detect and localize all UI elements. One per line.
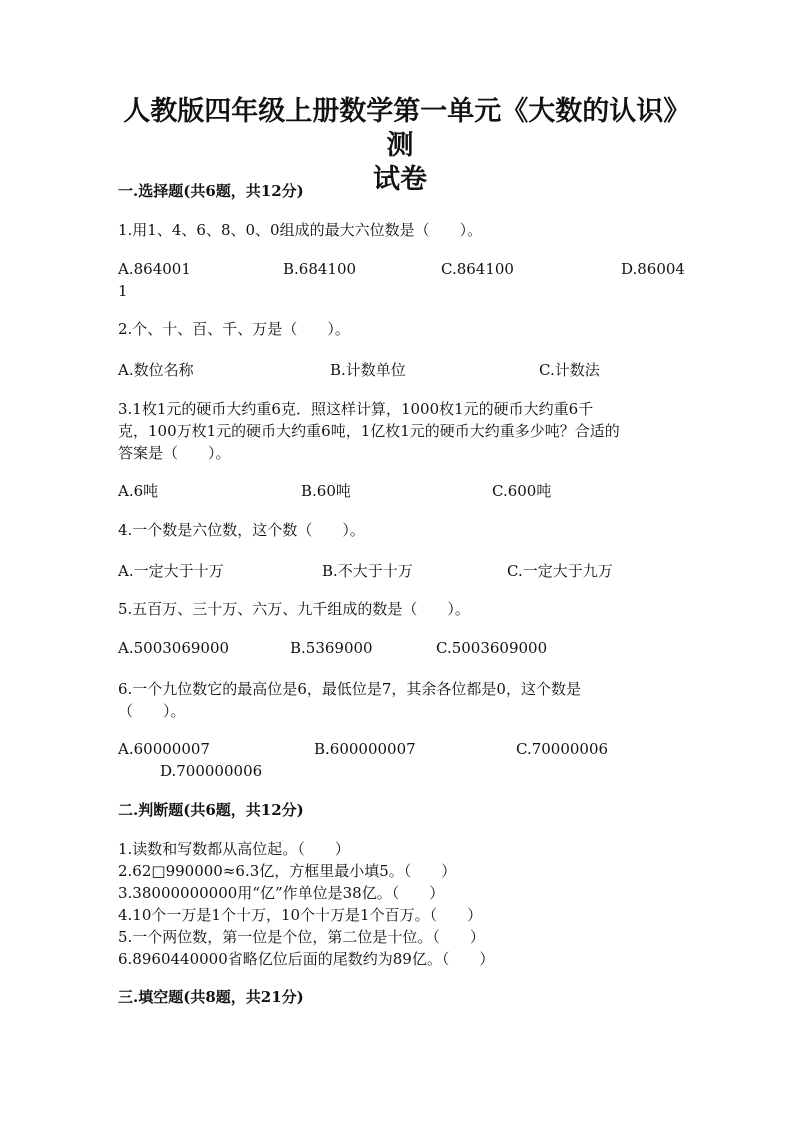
judge-question-6: 6.8960440000省略亿位后面的尾数约为89亿。（ ）: [118, 950, 495, 968]
option-b: B.5369000: [290, 639, 373, 657]
choice-question-5: [118, 598, 688, 620]
choice-question-1: [118, 219, 688, 241]
question-text: 5.五百万、三十万、六万、九千组成的数是（ ）。: [118, 600, 470, 618]
choice-question-2: [118, 318, 688, 340]
option-d: D.86004: [621, 260, 685, 278]
judge-question-1: 1.读数和写数都从高位起。（ ）: [118, 840, 350, 858]
question-text-line-1: 6.一个九位数它的最高位是6，最低位是7，其余各位都是0，这个数是: [118, 680, 581, 698]
question-text-line-1: 3.1枚1元的硬币大约重6克．照这样计算，1000枚1元的硬币大约重6千: [118, 400, 594, 418]
section-heading-choice: 一.选择题(共6题，共12分): [118, 182, 304, 200]
question-text-line-3: 答案是（ ）。: [118, 444, 231, 462]
section-heading-fill: 三.填空题(共8题，共21分): [118, 988, 304, 1006]
option-d: D.700000006: [160, 762, 263, 780]
option-c: C.5003609000: [436, 639, 548, 657]
question-text-line-2: 克，100万枚1元的硬币大约重6吨，1亿枚1元的硬币大约重多少吨？合适的: [118, 422, 620, 440]
option-a: A.6吨: [118, 482, 159, 500]
option-a: A.864001: [118, 260, 191, 278]
title-line-1: 人教版四年级上册数学第一单元《大数的认识》测: [123, 96, 677, 161]
choice-question-3: [118, 398, 688, 464]
judge-question-5: 5.一个两位数，第一位是个位，第二位是十位。（ ）: [118, 928, 485, 946]
option-a: A.一定大于十万: [118, 562, 224, 580]
question-text: 2.个、十、百、千、万是（ ）。: [118, 320, 350, 338]
option-d-wrap: 1: [118, 282, 128, 300]
question-text: 4.一个数是六位数，这个数（ ）。: [118, 521, 365, 539]
section-heading-judge: 二.判断题(共6题，共12分): [118, 801, 304, 819]
judge-question-3: 3.38000000000用“亿”作单位是38亿。（ ）: [118, 884, 445, 902]
question-text-line-2: （ ）。: [118, 702, 186, 720]
choice-question-4: [118, 519, 688, 541]
option-c: C.600吨: [492, 482, 552, 500]
option-b: B.684100: [283, 260, 357, 278]
option-a: A.数位名称: [118, 361, 194, 379]
choice-question-6: [118, 678, 688, 722]
option-a: A.60000007: [118, 740, 210, 758]
option-c: C.一定大于九万: [507, 562, 613, 580]
option-b: B.60吨: [301, 482, 351, 500]
option-a: A.5003069000: [118, 639, 230, 657]
option-c: C.70000006: [516, 740, 609, 758]
title-line-2: 试卷: [373, 164, 427, 195]
judge-question-4: 4.10个一万是1个十万，10个十万是1个百万。（ ）: [118, 906, 483, 924]
option-c: C.864100: [441, 260, 514, 278]
option-b: B.计数单位: [330, 361, 406, 379]
question-text: 1.用1、4、6、8、0、0组成的最大六位数是（ ）。: [118, 221, 483, 239]
option-b: B.600000007: [314, 740, 416, 758]
option-c: C.计数法: [539, 361, 600, 379]
option-b: B.不大于十万: [322, 562, 413, 580]
judge-question-2: 2.62□990000≈6.3亿，方框里最小填5。（ ）: [118, 862, 457, 880]
